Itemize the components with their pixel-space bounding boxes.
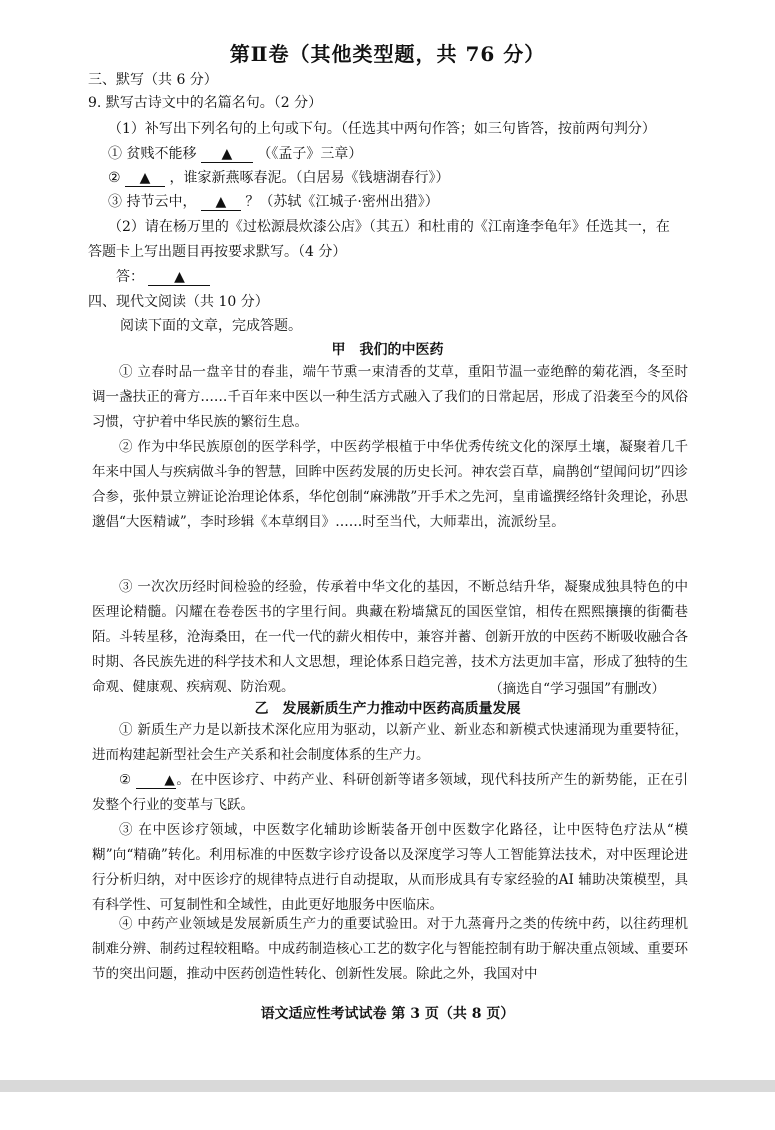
article-yi-paragraph-2: ② ▲。在中医诊疗、中药产业、科研创新等诸多领域，现代科技所产生的新势能，正在引发整个行业的变革与飞跃。 <box>92 772 689 813</box>
answer-label: 答： <box>116 269 144 285</box>
article-jia-paragraph-3: ③ 一次次历经时间检验的经验，传承着中华文化的基因，不断总结升华，凝聚成独具特色的中医理论精髓。闪耀在卷卷医书的字里行间。典藏在粉墙黛瓦的国医堂馆，相传在熙熙攘攘的街衢巷陌。斗转星移，沧海桑田，在一代一代的薪火相传中，兼容并蓄、创新开放的中医药不断吸收融合各时期、各民族先进的科学技术和人文思想，理论体系日趋完善，技术方法更加丰富，形成了独特的生命观、健康观、疾病观、防治观。 <box>92 579 688 695</box>
answer-blank[interactable]: ▲ <box>201 194 241 211</box>
viewer-bottom-bar <box>0 1080 775 1092</box>
article-yi-paragraph-1: ① 新质生产力是以新技术深化应用为驱动，以新产业、新业态和新模式快速涌现为重要特征，进而构建起新型社会生产关系和社会制度体系的生产力。 <box>92 722 688 763</box>
answer-line <box>116 267 210 287</box>
question-9-part-2-line-1: （2）请在杨万里的《过松源晨炊漆公店》（其五）和杜甫的《江南逢李龟年》任选其一，在 <box>108 219 670 235</box>
recite-item-2: ② ▲ ，谁家新燕啄春泥。（白居易《钱塘湖春行》） <box>108 170 450 186</box>
recite-item-3: ③ 持节云中， ▲ ？（苏轼《江城子·密州出猎》） <box>108 194 439 210</box>
reading-instruction: 阅读下面的文章，完成答题。 <box>120 318 302 334</box>
page-footer: 语文适应性考试试卷 第 3 页（共 8 页） <box>260 1006 515 1022</box>
question-9-part-1: （1）补写出下列名句的上句或下句。（任选其中两句作答；如三句皆答，按前两句判分） <box>108 121 656 137</box>
section-3-heading: 三、默写（共 6 分） <box>88 72 218 88</box>
article-jia-title: 甲 我们的中医药 <box>331 342 444 358</box>
answer-blank[interactable]: ▲ <box>148 269 210 286</box>
article-jia-paragraph-1: ① 立春时品一盘辛甘的春韭，端午节熏一束清香的艾草，重阳节温一壶绝醉的菊花酒，冬至时调一盏扶正的膏方……千百年来中医以一种生活方式融入了我们的日常起居，形成了沿袭至今的风俗习惯，守护着中华民族的繁衍生息。 <box>92 364 688 430</box>
question-9-part-2-line-2: 答题卡上写出题目再按要求默写。（4 分） <box>88 244 347 260</box>
page-title: 第Ⅱ卷（其他类型题，共 76 分） <box>229 42 546 66</box>
answer-blank[interactable]: ▲ <box>201 146 253 163</box>
question-9: 9. 默写古诗文中的名篇名句。（2 分） <box>88 95 323 111</box>
article-yi-paragraph-3: ③ 在中医诊疗领域，中医数字化辅助诊断装备开创中医数字化路径，让中医特色疗法从“模糊”向“精确”转化。利用标准的中医数字诊疗设备以及深度学习等人工智能算法技术，对中医理论进行分析归纳，对中医诊疗的规律特点进行自动提取，从而形成具有专家经验的AI 辅助决策模型，具有科学性、可复制性和全域性，由此更好地服务中医临床。 <box>92 822 688 913</box>
answer-blank[interactable]: ▲ <box>136 772 176 789</box>
article-jia-source: （摘选自“学习强国”有删改） <box>489 681 665 697</box>
section-4-heading: 四、现代文阅读（共 10 分） <box>88 294 269 310</box>
article-yi-paragraph-4: ④ 中药产业领域是发展新质生产力的重要试验田。对于九蒸膏丹之类的传统中药，以往药理机制难分辨、制药过程较粗略。中成药制造核心工艺的数字化与智能控制有助于解决重点领域、重要环节的突出问题，推动中医药创造性转化、创新性发展。除此之外，我国对中 <box>92 916 688 982</box>
answer-blank[interactable]: ▲ <box>125 170 165 187</box>
recite-item-1: ① 贫贱不能移 ▲ （《孟子》三章） <box>108 146 363 162</box>
article-yi-title: 乙 发展新质生产力推动中医药高质量发展 <box>254 701 521 717</box>
article-jia-paragraph-2: ② 作为中华民族原创的医学科学，中医药学根植于中华优秀传统文化的深厚土壤，凝聚着几千年来中国人与疾病做斗争的智慧，回眸中医药发展的历史长河。神农尝百草，扁鹊创“望闻问切”四诊合参，张仲景立辨证论治理论体系，华佗创制“麻沸散”开手术之先河，皇甫谧撰经络针灸理论，孙思邈倡“大医精诚”，李时珍辑《本草纲目》……时至当代，大师辈出，流派纷呈。 <box>92 439 688 530</box>
